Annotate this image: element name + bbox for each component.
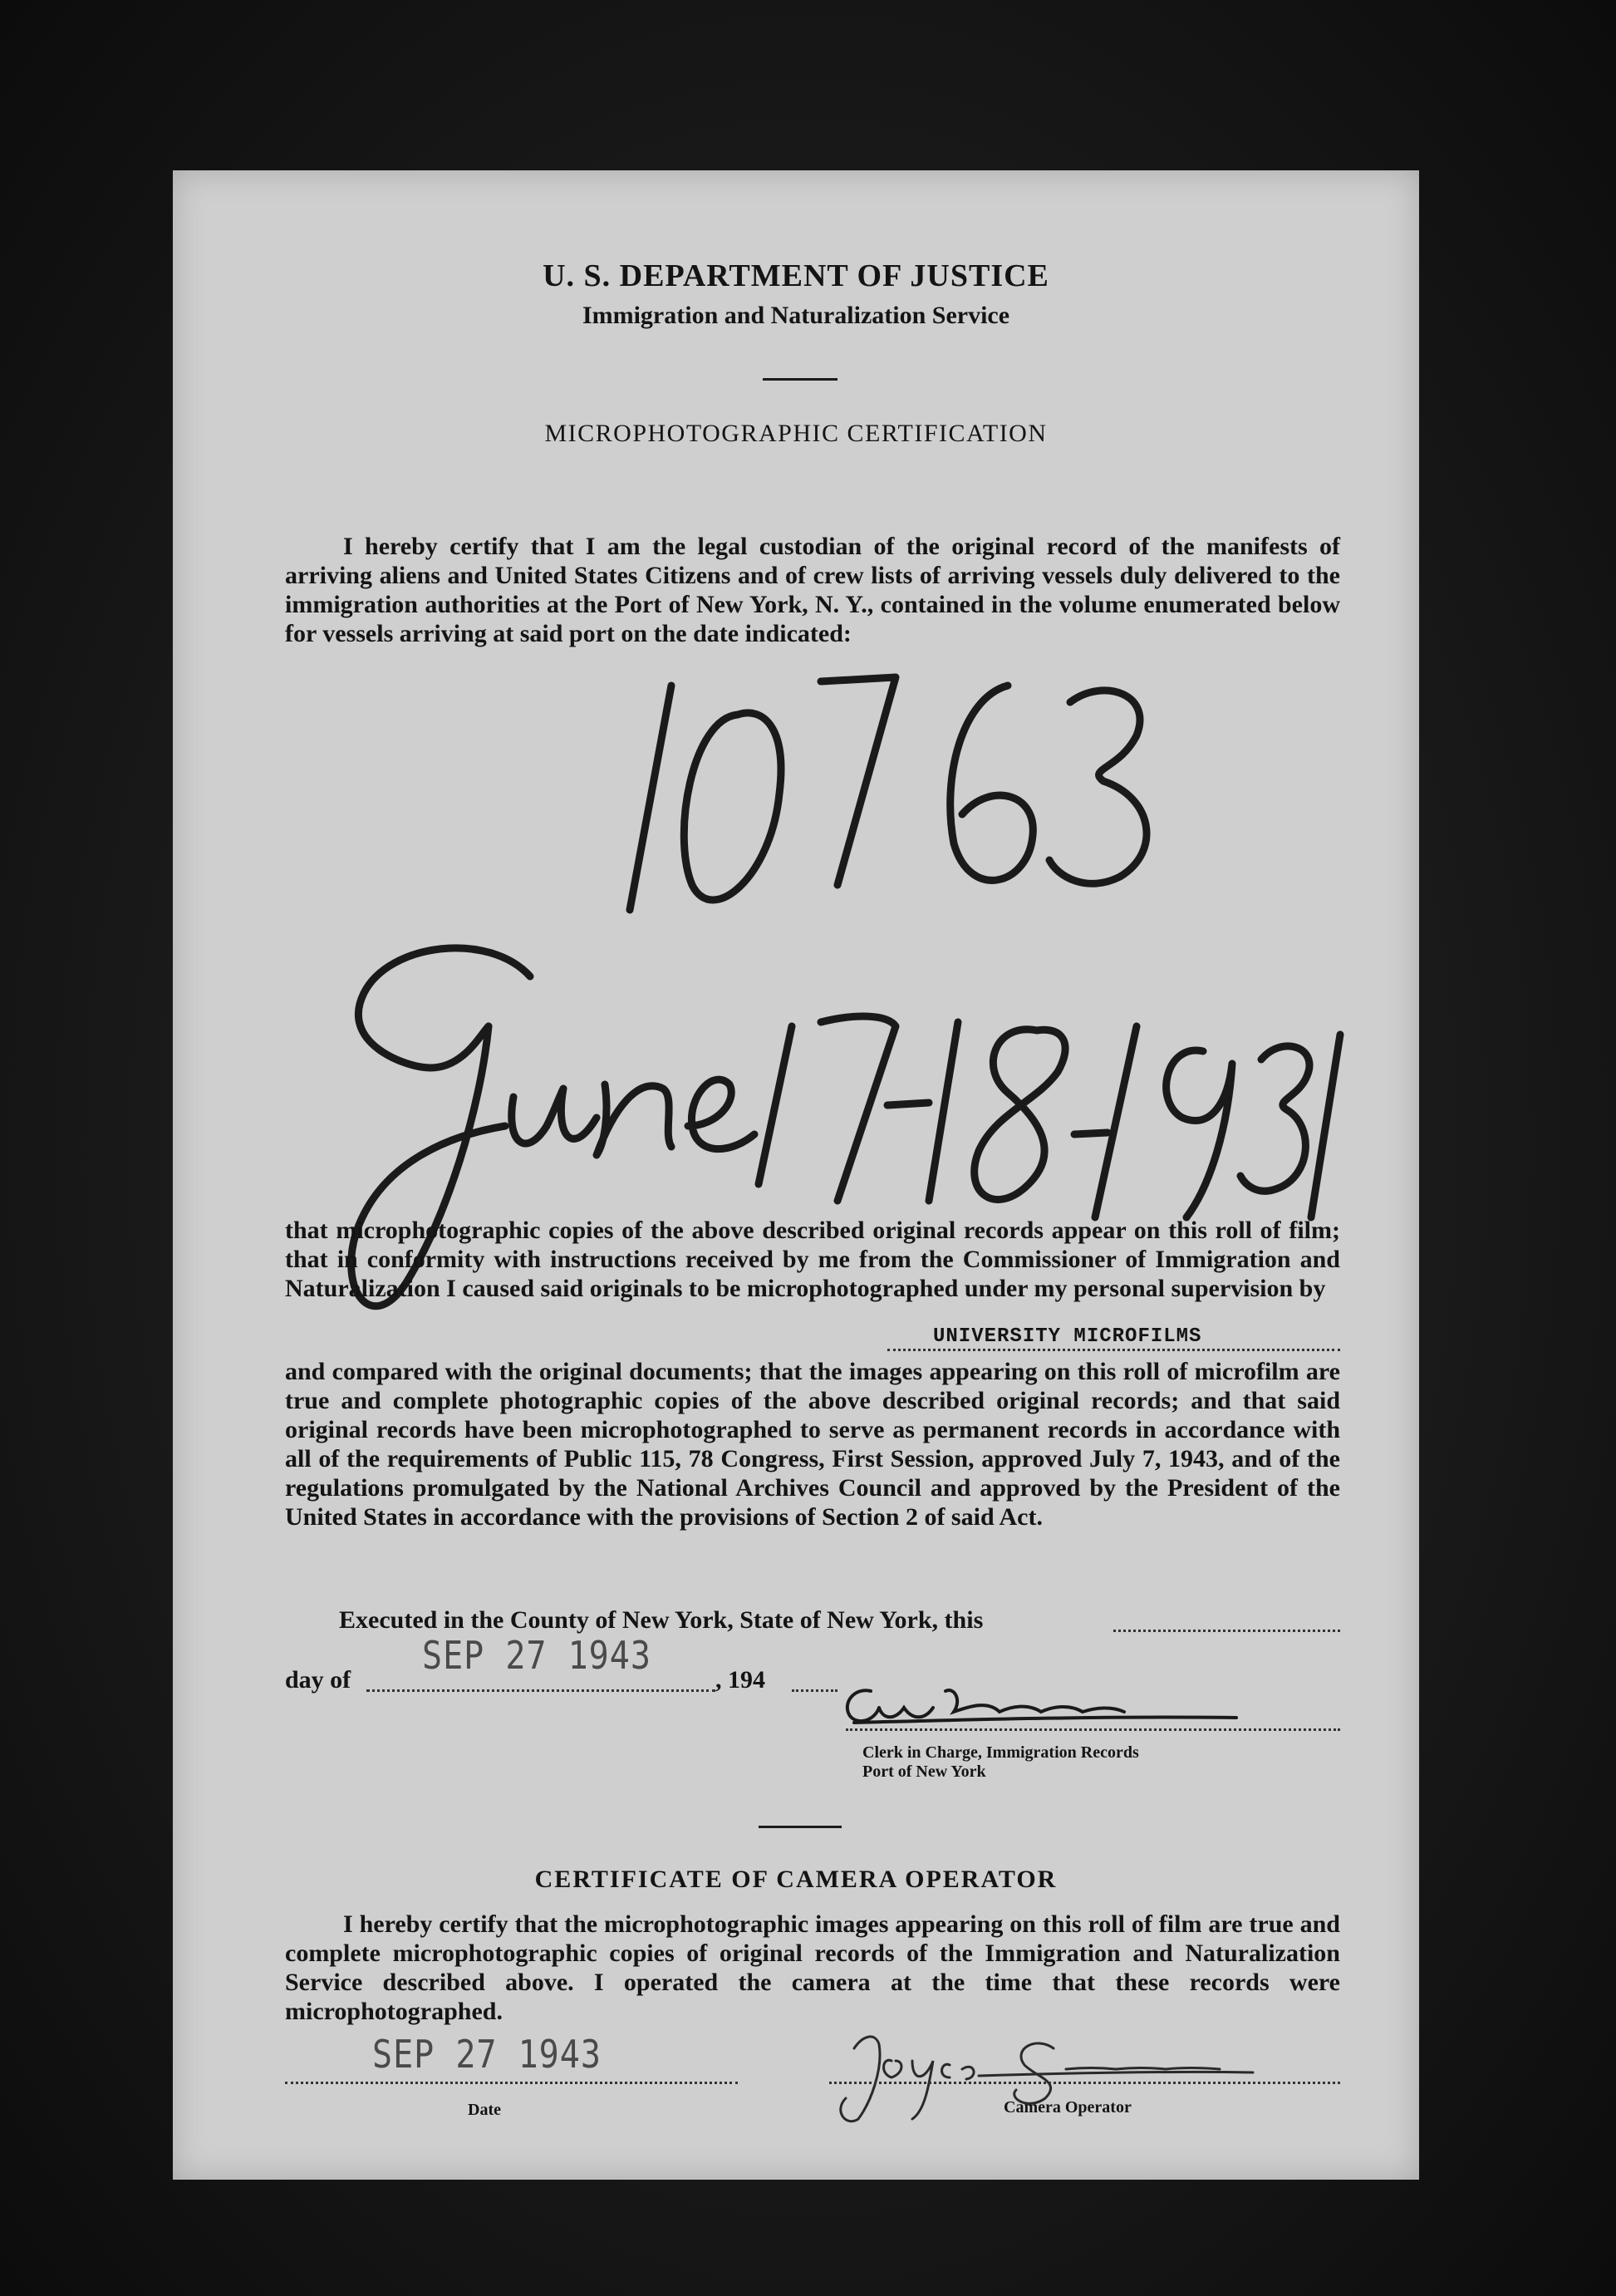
execution-date-stamp: SEP 27 1943 [422, 1634, 651, 1679]
clerk-signature [821, 1674, 1319, 1733]
day-of-label: day of [285, 1666, 351, 1694]
clerk-signature-dotted-line [846, 1728, 1340, 1731]
execution-day-dotted-line [1113, 1630, 1340, 1632]
execution-month-dotted-line [366, 1689, 715, 1692]
camera-date-label: Date [468, 2101, 501, 2119]
filming-company-typed: UNIVERSITY MICROFILMS [933, 1325, 1202, 1348]
camera-operator-dotted-line [829, 2082, 1340, 2084]
camera-date-dotted-line [285, 2082, 738, 2084]
department-heading: U. S. DEPARTMENT OF JUSTICE [543, 258, 1049, 293]
camera-operator-title: CERTIFICATE OF CAMERA OPERATOR [534, 1866, 1058, 1893]
certification-statement-part-2: and compared with the original documents; that the images appearing on this roll of microfilm are true and complete photographic copies of the above described original records; and that said original records have been microphotographed to serve as permanent records in accordance with all of the requirements of Public 115, 78 Congress, First Session, approved July 7, 1943, and of the regulations promulgated by the National Archives Council and approved by the President of the United States in accordance with the provisions of Section 2 of said Act. [285, 1358, 1340, 1531]
filming-company-dotted-line [887, 1349, 1340, 1351]
service-heading: Immigration and Naturalization Service [582, 302, 1010, 329]
certification-document [173, 170, 1419, 2180]
camera-operator-statement: I hereby certify that the microphotographic images appearing on this roll of film are true and complete microphotographic copies of original records of the Immigration and Naturalization Service described above. I operated the camera at the time that these records were microphotographed. [285, 1910, 1340, 2025]
camera-date-stamp: SEP 27 1943 [372, 2033, 602, 2077]
camera-operator-label: Camera Operator [1004, 2098, 1132, 2117]
certification-statement-part-1: that microphotographic copies of the above described original records appear on this roll of film; that in conformity with instructions received by me from the Commissioner of Immigration and Naturalization I caused said originals to be microphotographed under my personal supervision by [285, 1217, 1340, 1302]
section-divider [759, 1826, 842, 1828]
custodian-statement: I hereby certify that I am the legal custodian of the original record of the manifests of arriving aliens and United States Citizens and of crew lists of arriving vessels duly delivered to the immigration authorities at the Port of New York, N. Y., contained in the volume enumerated below for vessels arriving at said port on the date indicated: [285, 533, 1340, 647]
clerk-title: Clerk in Charge, Immigration Records Port of New York [862, 1743, 1139, 1781]
form-title: MICROPHOTOGRAPHIC CERTIFICATION [544, 420, 1048, 447]
year-prefix: , 194 [715, 1666, 765, 1694]
execution-statement: Executed in the County of New York, State of New York, this [339, 1606, 984, 1634]
header-divider [763, 378, 837, 381]
